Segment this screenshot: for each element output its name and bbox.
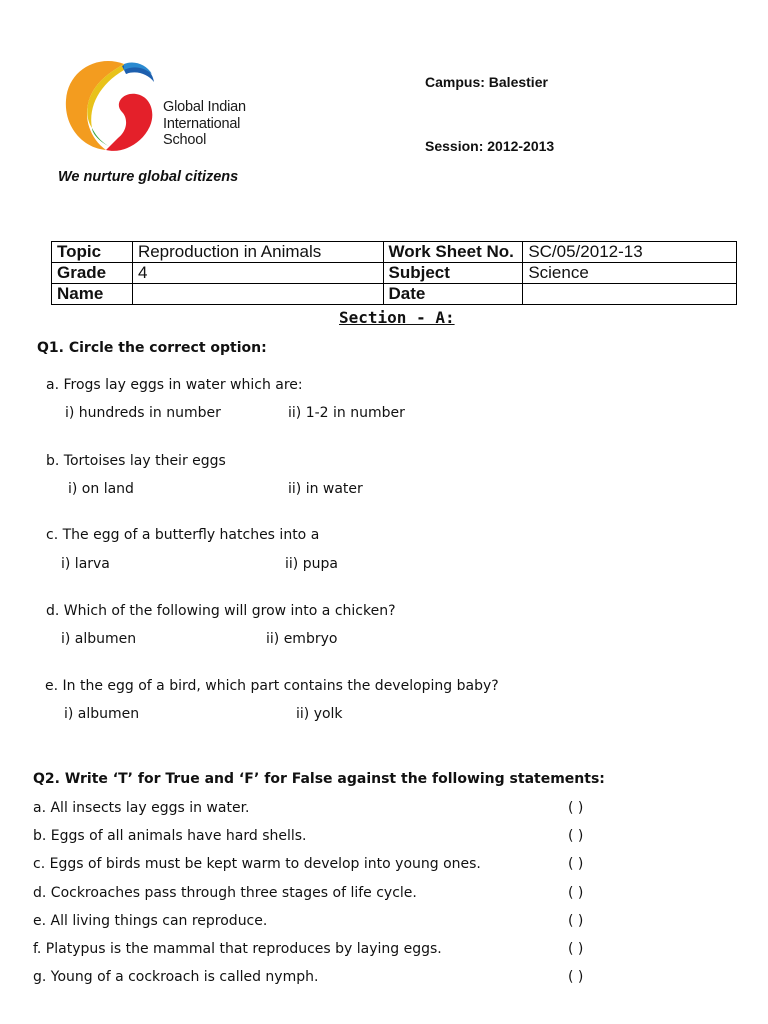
q2-statement-f: f. Platypus is the mammal that reproduces by laying eggs.	[33, 941, 442, 957]
topic-value: Reproduction in Animals	[132, 242, 383, 263]
campus-label: Campus: Balestier	[425, 74, 548, 90]
school-logo-icon	[62, 56, 158, 156]
table-row	[52, 242, 737, 263]
grade-value: 4	[132, 263, 383, 284]
logo-line-2: International	[163, 115, 241, 132]
date-label: Date	[383, 284, 523, 305]
q2-statement-a: a. All insects lay eggs in water.	[33, 800, 250, 816]
q1-e-option-2[interactable]: ii) yolk	[296, 706, 343, 722]
school-logo-wordmark	[163, 99, 246, 149]
q1-question-b: b. Tortoises lay their eggs	[46, 453, 226, 469]
q2-statement-c: c. Eggs of birds must be kept warm to develop into young ones.	[33, 856, 481, 872]
table-row	[52, 284, 737, 305]
q1-b-option-1[interactable]: i) on land	[68, 481, 134, 497]
q2-statement-d: d. Cockroaches pass through three stages of life cycle.	[33, 885, 417, 901]
q2-answer-c[interactable]: ( )	[568, 856, 584, 872]
q1-c-option-2[interactable]: ii) pupa	[285, 556, 338, 572]
q1-c-option-1[interactable]: i) larva	[61, 556, 110, 572]
name-field[interactable]	[132, 284, 383, 305]
table-row	[52, 263, 737, 284]
q2-statement-e: e. All living things can reproduce.	[33, 913, 268, 929]
q1-question-e: e. In the egg of a bird, which part contains the developing baby?	[45, 678, 499, 694]
worksheet-label: Work Sheet No.	[383, 242, 523, 263]
q2-answer-b[interactable]: ( )	[568, 828, 584, 844]
q1-question-d: d. Which of the following will grow into a chicken?	[46, 603, 396, 619]
q2-answer-d[interactable]: ( )	[568, 885, 584, 901]
q2-heading: Q2. Write ‘T’ for True and ‘F’ for False against the following statements:	[33, 771, 605, 787]
logo-line-1: Global Indian	[163, 99, 246, 115]
name-label: Name	[52, 284, 133, 305]
q2-answer-a[interactable]: ( )	[568, 800, 584, 816]
logo-line-3: School	[163, 132, 207, 148]
q1-b-option-2[interactable]: ii) in water	[288, 481, 363, 497]
q2-answer-e[interactable]: ( )	[568, 913, 584, 929]
date-field[interactable]	[523, 284, 737, 305]
topic-label: Topic	[52, 242, 133, 263]
worksheet-info-table	[51, 241, 737, 305]
q1-a-option-1[interactable]: i) hundreds in number	[65, 405, 221, 421]
q2-statement-g: g. Young of a cockroach is called nymph.	[33, 969, 319, 985]
q1-d-option-2[interactable]: ii) embryo	[266, 631, 338, 647]
q1-question-c: c. The egg of a butterfly hatches into a	[46, 527, 320, 543]
school-tagline: We nurture global citizens	[58, 169, 239, 185]
q2-statement-b: b. Eggs of all animals have hard shells.	[33, 828, 307, 844]
subject-value: Science	[523, 263, 737, 284]
q1-heading: Q1. Circle the correct option:	[37, 340, 267, 356]
session-label: Session: 2012-2013	[425, 138, 555, 154]
q1-e-option-1[interactable]: i) albumen	[64, 706, 140, 722]
q2-answer-f[interactable]: ( )	[568, 941, 584, 957]
q1-a-option-2[interactable]: ii) 1-2 in number	[288, 405, 405, 421]
q2-answer-g[interactable]: ( )	[568, 969, 584, 985]
worksheet-value: SC/05/2012-13	[523, 242, 737, 263]
q1-d-option-1[interactable]: i) albumen	[61, 631, 137, 647]
subject-label: Subject	[383, 263, 523, 284]
section-title: Section - A:	[339, 308, 455, 327]
grade-label: Grade	[52, 263, 133, 284]
q1-question-a: a. Frogs lay eggs in water which are:	[46, 377, 303, 393]
